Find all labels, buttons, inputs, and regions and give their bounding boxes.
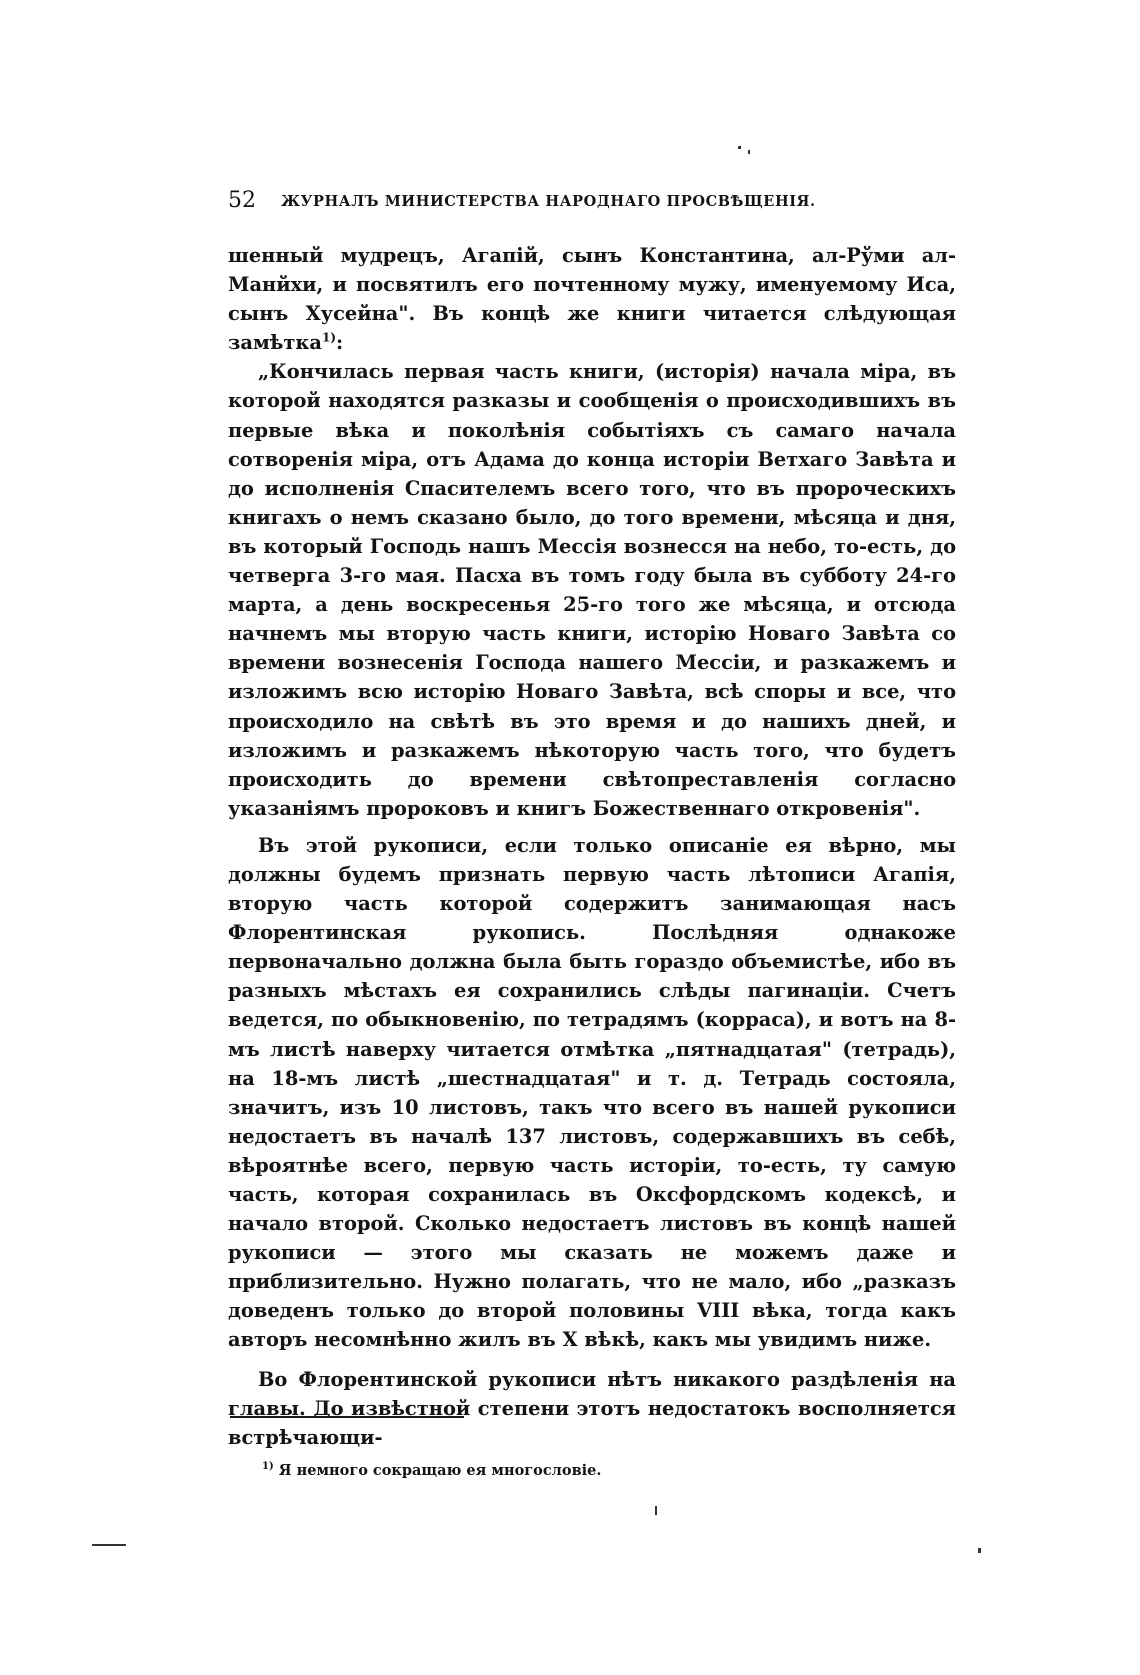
footnote-divider: [230, 1416, 464, 1418]
footnote-text: Я немного сокращаю ея многословіе.: [278, 1462, 602, 1479]
paragraph-1-tail: :: [336, 331, 344, 355]
footnote-marker: 1): [262, 1461, 274, 1473]
print-speck: [748, 150, 750, 154]
print-speck: [978, 1548, 981, 1553]
paragraph-3: Въ этой рукописи, если только описаніе ея вѣрно, мы должны будемъ признать первую часть лѣтописи Агапія, вторую часть которой содержитъ занимающая насъ Флорентинская рукопись. Послѣдняя однакоже первоначально должна была быть гораздо объемистѣе, ибо въ разныхъ мѣстахъ ея сохранились слѣды пагинаціи. Счетъ ведется, по обыкновенію, по тетрадямъ (корраса), и вотъ на 8-мъ листѣ наверху читается отмѣтка „пятнадцатая" (тетрадь), на 18-мъ листѣ „шестнадцатая" и т. д. Тетрадь состояла, значитъ, изъ 10 листовъ, такъ что всего въ нашей рукописи недостаетъ въ началѣ 137 листовъ, содержавшихъ въ себѣ, вѣроятнѣе всего, первую часть исторіи, то-есть, ту самую часть, которая сохранилась въ Оксфордскомъ кодексѣ, и начало второй. Сколько недостаетъ листовъ въ концѣ нашей рукописи — этого мы сказать не можемъ даже и приблизительно. Нужно полагать, что не мало, ибо „разказъ доведенъ только до второй половины VIII вѣка, тогда какъ авторъ несомнѣнно жилъ въ X вѣкѣ, какъ мы увидимъ ниже.: [228, 833, 956, 1352]
running-title: ЖУРНАЛЪ МИНИСТЕРСТВА НАРОДНАГО ПРОСВѢЩЕНІЯ.: [281, 193, 816, 210]
paragraph-4: Во Флорентинской рукописи нѣтъ никакого раздѣленія на главы. До извѣстной степени этотъ недостатокъ восполняется встрѣчающи-: [228, 1367, 956, 1449]
page-header: [228, 188, 948, 218]
body-text: [228, 241, 956, 1452]
print-speck: [738, 146, 741, 149]
paragraph-1-text: шенный мудрецъ, Агапій, сынъ Константина, ал-Рўми ал-Манйхи, и посвятилъ его почтенному мужу, именуемому Иса, сынъ Хусейна". Въ концѣ же книги читается слѣдующая замѣтка: [228, 244, 956, 355]
paragraph-2-quote: „Кончилась первая часть книги, (исторія) начала міра, въ которой находятся разказы и сообщенія о происходившихъ въ первые вѣка и поколѣнія событіяхъ съ самаго начала сотворенія міра, отъ Адама до конца исторіи Ветхаго Завѣта и до исполненія Спасителемъ всего того, что въ пророческихъ книгахъ о немъ сказано было, до того времени, мѣсяца и дня, въ который Господь нашъ Мессія вознесся на небо, то-есть, до четверга 3-го мая. Пасха въ томъ году была въ субботу 24-го марта, а день воскресенья 25-го того же мѣсяца, и отсюда начнемъ мы вторую часть книги, исторію Новаго Завѣта со времени вознесенія Господа нашего Мессіи, и разкажемъ и изложимъ всю исторію Новаго Завѣта, всѣ споры и все, что происходило на свѣтѣ въ это время и до нашихъ дней, и изложимъ и разкажемъ нѣкоторую часть того, что будетъ происходить до времени свѣтопреставленія согласно указаніямъ пророковъ и книгъ Божественнаго откровенія".: [228, 360, 956, 820]
page-number: 52: [228, 188, 256, 213]
footnote-reference[interactable]: 1): [322, 330, 337, 345]
paragraph-1: [228, 241, 956, 357]
footnote: [262, 1462, 601, 1479]
print-speck: [655, 1506, 657, 1515]
print-speck: [92, 1544, 126, 1546]
